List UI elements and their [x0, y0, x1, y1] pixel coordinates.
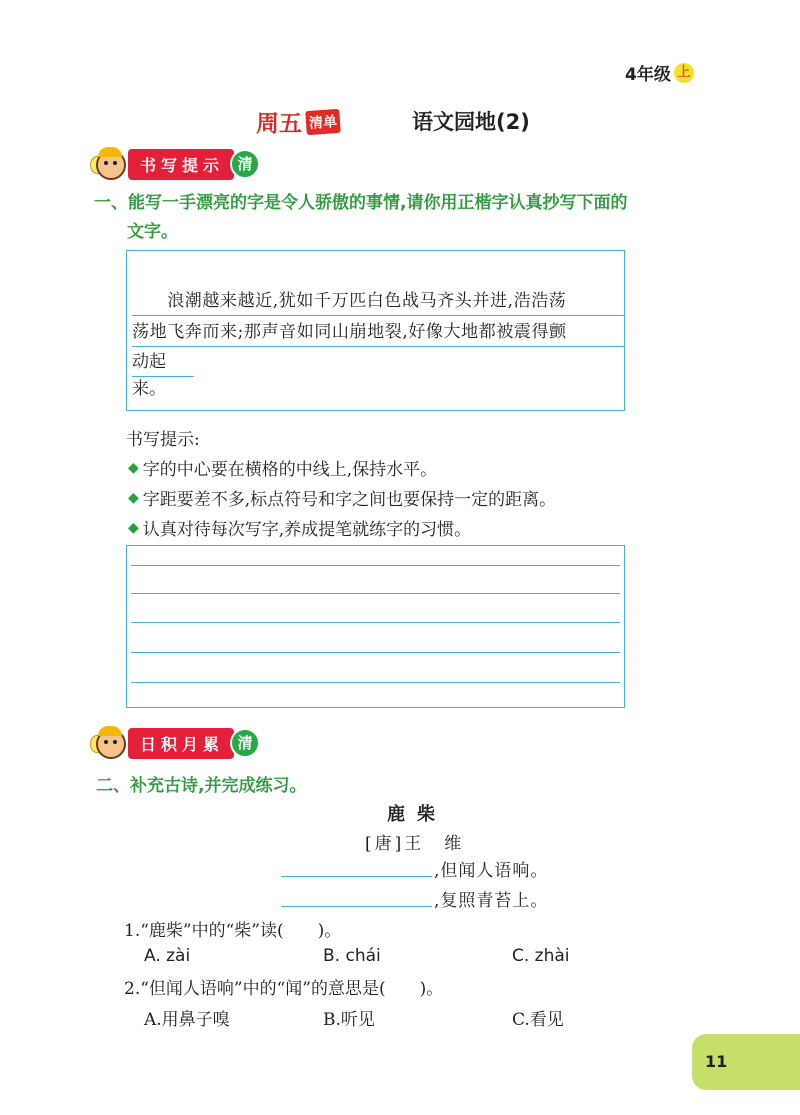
tip-item [128, 485, 556, 510]
bee-mascot-icon [90, 725, 130, 761]
poem-line: ,复照青苔上。 [434, 891, 549, 911]
page-title: 语文园地(2) [412, 110, 530, 134]
section-banner-writing [90, 146, 260, 182]
poem-blank-2[interactable] [281, 906, 432, 907]
option-a: A.用鼻子嗅 [144, 1010, 230, 1030]
banner-label: 日积月累 [128, 728, 234, 759]
handwriting-box[interactable] [126, 545, 625, 708]
title-prefix: 周五 [256, 111, 302, 137]
page-number: 11 [705, 1052, 728, 1071]
writing-line [131, 565, 620, 566]
option-b: B. chái [323, 946, 381, 966]
writing-line [131, 622, 620, 623]
tip-text: 字的中心要在横格的中线上,保持水平。 [142, 460, 438, 480]
title-badge: 清单 [305, 108, 341, 134]
option-a: A. zài [144, 946, 191, 966]
diamond-bullet-icon: ◆ [128, 459, 139, 476]
page-title-prefix [256, 105, 340, 138]
grade-label [625, 60, 694, 85]
banner-label: 书写提示 [128, 149, 234, 180]
poem-title: 鹿柴 [387, 804, 447, 825]
section-banner-accumulation [90, 725, 260, 761]
passage-line: 浪潮越来越近,犹如千万匹白色战马齐头并进,浩浩荡 [132, 288, 624, 316]
question-1-line1: 一、能写一手漂亮的字是令人骄傲的事情,请你用正楷字认真抄写下面的 [94, 193, 628, 213]
diamond-bullet-icon: ◆ [128, 489, 139, 506]
poem-author: [唐]王 维 [365, 834, 465, 854]
tip-text: 字距要差不多,标点符号和字之间也要保持一定的距离。 [142, 490, 557, 510]
tips-title: 书写提示: [126, 430, 200, 450]
option-c: C.看见 [512, 1010, 564, 1030]
option-c: C. zhài [512, 946, 570, 966]
poem-blank-1[interactable] [281, 876, 432, 877]
grade-text: 4年级 [625, 65, 671, 85]
banner-badge: 清 [230, 728, 260, 758]
bee-mascot-icon [90, 146, 130, 182]
passage-line: 荡地飞奔而来;那声音如同山崩地裂,好像大地都被震得颤 [132, 319, 624, 347]
option-b: B.听见 [323, 1010, 375, 1030]
question-2: 二、补充古诗,并完成练习。 [96, 776, 307, 796]
writing-line [131, 682, 620, 683]
writing-line [131, 652, 620, 653]
writing-line [131, 593, 620, 594]
poem-line: ,但闻人语响。 [434, 861, 549, 881]
passage-line: 动起来。 [132, 349, 194, 377]
sub-question-1: 1.“鹿柴”中的“柴”读( )。 [124, 921, 342, 941]
diamond-bullet-icon: ◆ [128, 519, 139, 536]
tip-text: 认真对待每次写字,养成提笔就练字的习惯。 [142, 520, 472, 540]
question-1-line2: 文字。 [127, 222, 178, 242]
grade-badge: 上 [674, 63, 694, 83]
tip-item [128, 515, 471, 540]
tip-item [128, 455, 437, 480]
sub-question-2: 2.“但闻人语响”中的“闻”的意思是( )。 [124, 979, 444, 999]
banner-badge: 清 [230, 149, 260, 179]
